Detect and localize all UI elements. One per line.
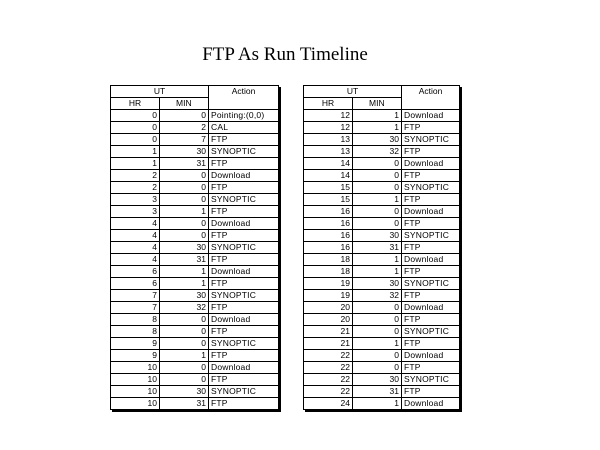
- min-cell: 31: [160, 398, 209, 410]
- hr-cell: 4: [111, 230, 160, 242]
- table-row: [304, 230, 460, 242]
- table-row: [304, 146, 460, 158]
- min-cell: 1: [353, 338, 402, 350]
- table-row: [111, 254, 279, 266]
- hr-cell: 18: [304, 266, 353, 278]
- table-row: [111, 182, 279, 194]
- hr-cell: 10: [111, 398, 160, 410]
- table-row: [304, 242, 460, 254]
- hr-cell: 8: [111, 314, 160, 326]
- hr-cell: 20: [304, 302, 353, 314]
- min-header: MIN: [160, 98, 209, 110]
- hr-cell: 18: [304, 254, 353, 266]
- table-row: [304, 326, 460, 338]
- action-cell: SYNOPTIC: [402, 134, 460, 146]
- table-row: [111, 290, 279, 302]
- action-cell: FTP: [402, 194, 460, 206]
- hr-cell: 6: [111, 266, 160, 278]
- action-cell: SYNOPTIC: [402, 326, 460, 338]
- timeline-table-right: [303, 85, 460, 410]
- table-row: [304, 194, 460, 206]
- table-row: [111, 338, 279, 350]
- min-cell: 2: [160, 122, 209, 134]
- hr-cell: 14: [304, 170, 353, 182]
- action-cell: FTP: [402, 218, 460, 230]
- min-cell: 30: [160, 290, 209, 302]
- hr-cell: 9: [111, 350, 160, 362]
- action-cell: Download: [402, 110, 460, 122]
- min-cell: 30: [353, 134, 402, 146]
- hr-cell: 12: [304, 122, 353, 134]
- min-cell: 1: [353, 194, 402, 206]
- action-header-blank: [209, 98, 279, 110]
- hr-cell: 21: [304, 338, 353, 350]
- table-row: [111, 158, 279, 170]
- action-cell: SYNOPTIC: [402, 230, 460, 242]
- hr-cell: 0: [111, 110, 160, 122]
- min-cell: 0: [353, 218, 402, 230]
- min-cell: 0: [353, 182, 402, 194]
- action-cell: Download: [209, 266, 279, 278]
- action-cell: Download: [209, 218, 279, 230]
- action-cell: SYNOPTIC: [402, 278, 460, 290]
- action-cell: SYNOPTIC: [209, 290, 279, 302]
- timeline-body-right: [304, 110, 460, 410]
- min-cell: 32: [353, 290, 402, 302]
- table-row: [304, 302, 460, 314]
- action-cell: SYNOPTIC: [402, 374, 460, 386]
- action-cell: FTP: [209, 134, 279, 146]
- hr-cell: 2: [111, 170, 160, 182]
- hr-cell: 7: [111, 302, 160, 314]
- table-row: [304, 338, 460, 350]
- table-row: [111, 362, 279, 374]
- hr-cell: 12: [304, 110, 353, 122]
- hr-cell: 24: [304, 398, 353, 410]
- table-row: [111, 170, 279, 182]
- hr-cell: 10: [111, 374, 160, 386]
- action-cell: Download: [402, 398, 460, 410]
- action-cell: FTP: [402, 314, 460, 326]
- min-cell: 0: [160, 326, 209, 338]
- table-row: [111, 110, 279, 122]
- min-cell: 0: [160, 338, 209, 350]
- table-row: [111, 242, 279, 254]
- action-cell: Download: [402, 254, 460, 266]
- min-cell: 0: [160, 314, 209, 326]
- min-cell: 30: [353, 278, 402, 290]
- action-cell: FTP: [209, 230, 279, 242]
- action-cell: FTP: [209, 302, 279, 314]
- table-row: [304, 122, 460, 134]
- min-cell: 0: [160, 170, 209, 182]
- min-cell: 1: [353, 254, 402, 266]
- min-cell: 1: [353, 266, 402, 278]
- hr-cell: 19: [304, 290, 353, 302]
- hr-cell: 8: [111, 326, 160, 338]
- hr-cell: 0: [111, 134, 160, 146]
- action-header-blank: [402, 98, 460, 110]
- hr-cell: 1: [111, 146, 160, 158]
- action-cell: FTP: [209, 350, 279, 362]
- table-row: [304, 110, 460, 122]
- hr-cell: 6: [111, 278, 160, 290]
- min-cell: 30: [160, 386, 209, 398]
- action-cell: FTP: [209, 254, 279, 266]
- hr-header: HR: [111, 98, 160, 110]
- action-cell: Download: [402, 350, 460, 362]
- table-row: [304, 218, 460, 230]
- action-cell: FTP: [402, 338, 460, 350]
- table-row: [111, 218, 279, 230]
- action-cell: FTP: [402, 170, 460, 182]
- action-cell: Download: [209, 314, 279, 326]
- action-cell: Download: [402, 206, 460, 218]
- table-row: [111, 230, 279, 242]
- action-header: Action: [402, 86, 460, 98]
- action-cell: Download: [402, 158, 460, 170]
- table-row: [304, 290, 460, 302]
- action-cell: FTP: [402, 362, 460, 374]
- hr-cell: 4: [111, 242, 160, 254]
- hr-cell: 14: [304, 158, 353, 170]
- min-cell: 0: [353, 326, 402, 338]
- min-cell: 0: [353, 314, 402, 326]
- table-row: [111, 266, 279, 278]
- action-cell: FTP: [402, 290, 460, 302]
- action-cell: SYNOPTIC: [209, 242, 279, 254]
- table-row: [111, 122, 279, 134]
- action-cell: FTP: [402, 146, 460, 158]
- hr-cell: 3: [111, 194, 160, 206]
- min-cell: 31: [160, 254, 209, 266]
- header-row-columns: [111, 98, 279, 110]
- hr-cell: 2: [111, 182, 160, 194]
- hr-cell: 16: [304, 230, 353, 242]
- hr-cell: 15: [304, 182, 353, 194]
- action-cell: FTP: [209, 326, 279, 338]
- table-row: [304, 362, 460, 374]
- min-cell: 0: [353, 170, 402, 182]
- hr-cell: 21: [304, 326, 353, 338]
- min-cell: 30: [160, 242, 209, 254]
- hr-cell: 20: [304, 314, 353, 326]
- table-row: [111, 314, 279, 326]
- header-row-group: [304, 86, 460, 98]
- hr-cell: 16: [304, 218, 353, 230]
- table-row: [111, 398, 279, 410]
- table-row: [304, 314, 460, 326]
- min-cell: 32: [160, 302, 209, 314]
- table-row: [111, 278, 279, 290]
- min-cell: 31: [353, 386, 402, 398]
- min-cell: 0: [353, 302, 402, 314]
- min-cell: 0: [160, 374, 209, 386]
- table-row: [111, 194, 279, 206]
- hr-cell: 15: [304, 194, 353, 206]
- hr-cell: 1: [111, 158, 160, 170]
- min-cell: 7: [160, 134, 209, 146]
- min-cell: 0: [160, 362, 209, 374]
- hr-cell: 9: [111, 338, 160, 350]
- min-cell: 0: [353, 350, 402, 362]
- hr-cell: 22: [304, 362, 353, 374]
- table-row: [304, 158, 460, 170]
- action-header: Action: [209, 86, 279, 98]
- min-cell: 0: [160, 110, 209, 122]
- table-row: [111, 134, 279, 146]
- action-cell: FTP: [209, 182, 279, 194]
- hr-cell: 7: [111, 290, 160, 302]
- min-cell: 31: [160, 158, 209, 170]
- table-row: [111, 206, 279, 218]
- table-row: [304, 374, 460, 386]
- min-cell: 30: [160, 146, 209, 158]
- hr-header: HR: [304, 98, 353, 110]
- hr-cell: 10: [111, 362, 160, 374]
- action-cell: FTP: [209, 206, 279, 218]
- hr-cell: 10: [111, 386, 160, 398]
- min-cell: 1: [160, 206, 209, 218]
- action-cell: FTP: [209, 158, 279, 170]
- min-cell: 1: [160, 350, 209, 362]
- min-cell: 1: [353, 122, 402, 134]
- page-title: FTP As Run Timeline: [202, 44, 368, 65]
- action-cell: SYNOPTIC: [209, 194, 279, 206]
- header-row-columns: [304, 98, 460, 110]
- ut-header: UT: [111, 86, 209, 98]
- action-cell: FTP: [402, 122, 460, 134]
- hr-cell: 16: [304, 242, 353, 254]
- min-header: MIN: [353, 98, 402, 110]
- header-row-group: [111, 86, 279, 98]
- action-cell: FTP: [402, 266, 460, 278]
- table-row: [304, 134, 460, 146]
- min-cell: 0: [160, 230, 209, 242]
- action-cell: SYNOPTIC: [402, 182, 460, 194]
- hr-cell: 22: [304, 374, 353, 386]
- table-row: [111, 326, 279, 338]
- hr-cell: 13: [304, 134, 353, 146]
- min-cell: 0: [353, 362, 402, 374]
- table-row: [304, 182, 460, 194]
- action-cell: FTP: [402, 242, 460, 254]
- action-cell: FTP: [402, 386, 460, 398]
- ut-header: UT: [304, 86, 402, 98]
- action-cell: FTP: [209, 374, 279, 386]
- action-cell: SYNOPTIC: [209, 338, 279, 350]
- table-row: [111, 350, 279, 362]
- table-row: [304, 386, 460, 398]
- min-cell: 32: [353, 146, 402, 158]
- table-row: [304, 398, 460, 410]
- table-row: [111, 386, 279, 398]
- min-cell: 1: [353, 398, 402, 410]
- action-cell: Pointing:(0,0): [209, 110, 279, 122]
- hr-cell: 0: [111, 122, 160, 134]
- min-cell: 0: [160, 182, 209, 194]
- table-row: [304, 206, 460, 218]
- hr-cell: 3: [111, 206, 160, 218]
- action-cell: Download: [402, 302, 460, 314]
- hr-cell: 4: [111, 254, 160, 266]
- min-cell: 31: [353, 242, 402, 254]
- min-cell: 1: [353, 110, 402, 122]
- table-row: [111, 302, 279, 314]
- min-cell: 1: [160, 266, 209, 278]
- action-cell: CAL: [209, 122, 279, 134]
- table-row: [304, 254, 460, 266]
- action-cell: SYNOPTIC: [209, 146, 279, 158]
- min-cell: 0: [353, 158, 402, 170]
- hr-cell: 19: [304, 278, 353, 290]
- table-row: [111, 374, 279, 386]
- hr-cell: 13: [304, 146, 353, 158]
- action-cell: SYNOPTIC: [209, 386, 279, 398]
- table-row: [304, 170, 460, 182]
- min-cell: 30: [353, 374, 402, 386]
- min-cell: 1: [160, 278, 209, 290]
- hr-cell: 22: [304, 386, 353, 398]
- timeline-table-left: [110, 85, 279, 410]
- min-cell: 0: [353, 206, 402, 218]
- action-cell: Download: [209, 170, 279, 182]
- hr-cell: 4: [111, 218, 160, 230]
- timeline-body-left: [111, 110, 279, 410]
- hr-cell: 16: [304, 206, 353, 218]
- action-cell: Download: [209, 362, 279, 374]
- table-row: [111, 146, 279, 158]
- min-cell: 0: [160, 194, 209, 206]
- hr-cell: 22: [304, 350, 353, 362]
- table-row: [304, 350, 460, 362]
- min-cell: 30: [353, 230, 402, 242]
- action-cell: FTP: [209, 278, 279, 290]
- action-cell: FTP: [209, 398, 279, 410]
- min-cell: 0: [160, 218, 209, 230]
- table-row: [304, 278, 460, 290]
- table-row: [304, 266, 460, 278]
